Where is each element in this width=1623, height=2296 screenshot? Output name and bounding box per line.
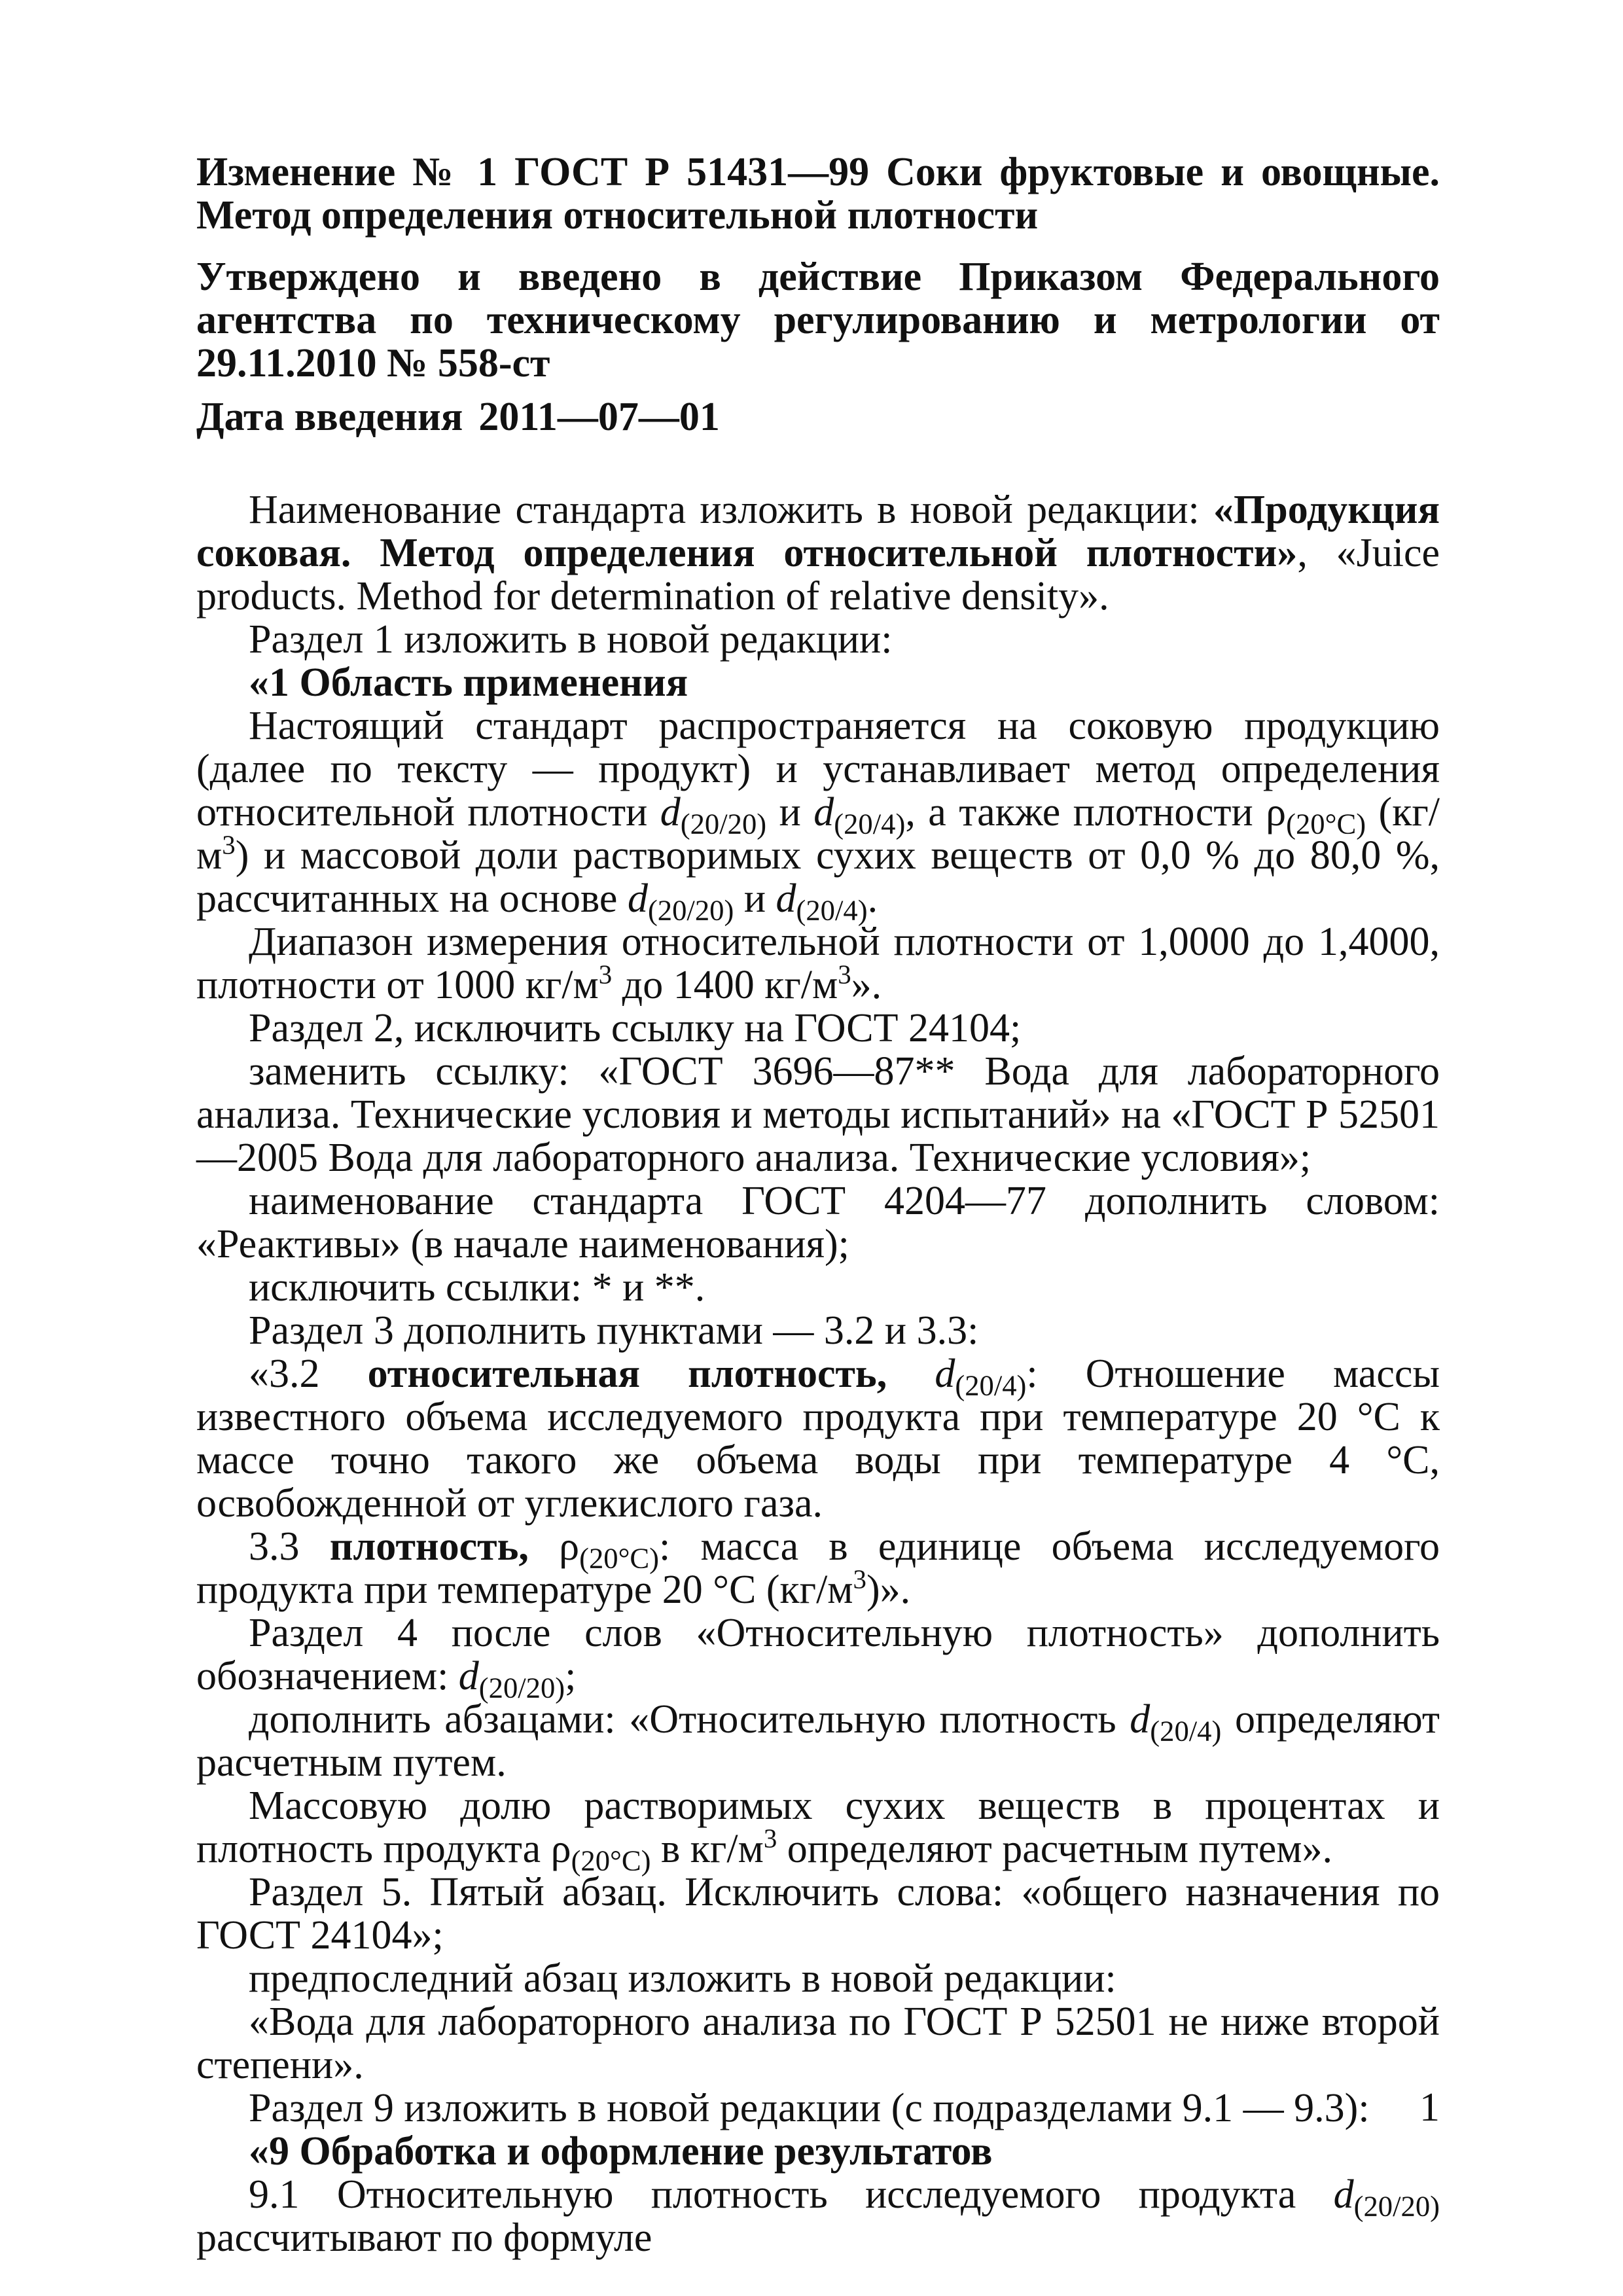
effective-date-label: Дата введения [196, 395, 463, 439]
paragraph-9: исключить ссылки: * и **. [249, 1265, 705, 1310]
document-page [196, 150, 1440, 2260]
approval-statement: Утверждено и введено в действие Приказом Федерального агентства по техническому регулированию и метрологии от 29.11.2010 № 558-ст [196, 255, 1440, 386]
paragraph-2: Раздел 1 изложить в новой редакции: [249, 617, 893, 662]
paragraph-17: предпоследний абзац изложить в новой редакции: [249, 1956, 1116, 2001]
page-number: 1 [1419, 2085, 1440, 2130]
paragraph-10: Раздел 3 дополнить пунктами — 3.2 и 3.3: [249, 1308, 979, 1353]
paragraph-18: «Вода для лабораторного анализа по ГОСТ Р 52501 не ниже второй степени». [196, 2000, 1440, 2087]
paragraph-14: дополнить абзацами: «Относительную плотность $d_{(20/4)}$ определяют расчетным путем. [196, 1697, 1440, 1785]
paragraph-16: Раздел 5. Пятый абзац. Исключить слова: «общего назначения по ГОСТ 24104»; [196, 1870, 1440, 1958]
paragraph-21: 9.1 Относительную плотность исследуемого продукта $d_{(20/20)}$ рассчитывают по формуле [196, 2172, 1440, 2260]
paragraph-19: Раздел 9 изложить в новой редакции (с подразделами 9.1 — 9.3): [249, 2086, 1370, 2130]
section-heading-1: «1 Область применения [249, 660, 688, 705]
paragraph-scope: Настоящий стандарт распространяется на соковую продукцию (далее по тексту — продукт) и устанавливает метод определения относительной плотности $d_{(20/20)}$ и $d_{(20/4)}$, а также плотности $\rho_{(20^\circ C)}$ $(кг/м^3)$ и массовой доли растворимых сухих веществ от 0,0 % до 80,0 %, рассчитанных на основе $d_{(20/20)}$ и $d_{(20/4)}$. [196, 704, 1440, 927]
document-body [196, 488, 1440, 2259]
paragraph-15: Массовую долю растворимых сухих веществ в процентах и плотность продукта $\rho_{(20^\circ C)}$ в $кг/м^3$ определяют расчетным путем». [196, 1784, 1440, 1877]
definition-3-2: «3.2 относительная плотность, $d_{(20/4)}$: Отношение массы известного объема исследуемого продукта при температуре 20 °С к массе точно такого же объема воды при температуре 4 °С, освобожденной от углекислого газа. [196, 1352, 1440, 1526]
paragraph-6: Раздел 2, исключить ссылку на ГОСТ 24104; [249, 1006, 1022, 1050]
paragraph-13: Раздел 4 после слов «Относительную плотность» дополнить обозначением: $d_{(20/20)}$; [196, 1611, 1440, 1704]
effective-date [196, 395, 1440, 439]
section-heading-9: «9 Обработка и оформление результатов [249, 2129, 993, 2174]
paragraph-range: Диапазон измерения относительной плотности от 1,0000 до 1,4000, плотности от 1000 $кг/м^3$ до 1400 $кг/м^3$». [196, 920, 1440, 1007]
effective-date-value: 2011—07—01 [478, 395, 720, 439]
definition-3-3: 3.3 плотность, $\rho_{(20^\circ C)}$: масса в единице объема исследуемого продукта при температуре 20 °С $(кг/м^3)$». [196, 1524, 1440, 1612]
paragraph-1: Наименование стандарта изложить в новой редакции: «Продукция соковая. Метод определения относительной плотности», «Juice products. Method for determination of relative density». [196, 488, 1440, 619]
amendment-title: Изменение № 1 ГОСТ Р 51431—99 Соки фруктовые и овощные. Метод определения относительной плотности [196, 150, 1440, 238]
paragraph-7: заменить ссылку: «ГОСТ 3696—87** Вода для лабораторного анализа. Технические условия и методы испытаний» на «ГОСТ Р 52501—2005 Вода для лабораторного анализа. Технические условия»; [196, 1049, 1440, 1180]
paragraph-8: наименование стандарта ГОСТ 4204—77 дополнить словом: «Реактивы» (в начале наименования); [196, 1179, 1440, 1266]
